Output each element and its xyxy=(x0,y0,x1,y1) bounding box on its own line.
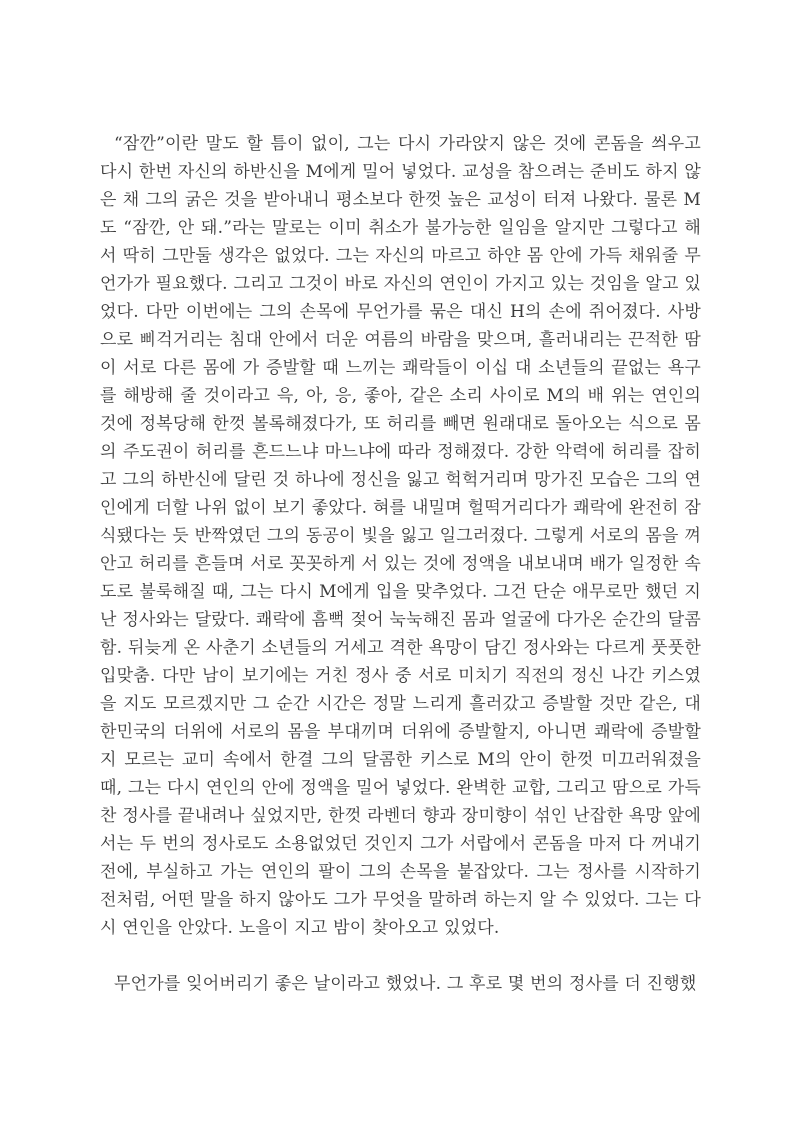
paragraph-2: 무언가를 잊어버리기 좋은 날이라고 했었나. 그 후로 몇 번의 정사를 더 진행했 xyxy=(114,974,697,994)
paragraph-1: “잠깐”이란 말도 할 틈이 없이, 그는 다시 가라앉지 않은 것에 콘돔을 씌우고 다시 한번 자신의 하반신을 M에게 밀어 넣었다. 교성을 참으려는 준비도 하지 않은 채 그의 굵은 것을 받아내니 평소보다 한껏 높은 교성이 터져 나왔다. 물론 M도 “잠깐, 안 돼.”라는 말로는 이미 취소가 불가능한 일임을 알지만 그렇다고 해서 딱히 그만둘 생각은 없었다. 그는 자신의 마르고 하얀 몸 안에 가득 채워줄 무언가가 필요했다. 그리고 그것이 바로 자신의 연인이 가지고 있는 것임을 알고 있었다. 다만 이번에는 그의 손목에 무언가를 묶은 대신 H의 손에 쥐어졌다. 사방으로 삐걱거리는 침대 안에서 더운 여름의 바람을 맞으며, 흘러내리는 끈적한 땀이 서로 다른 몸에 가 증발할 때 느끼는 쾌락들이 이십 대 소년들의 끝없는 욕구를 해방해 줄 것이라고 윽, 아, 응, 좋아, 같은 소리 사이로 M의 배 위는 연인의 것에 정복당해 한껏 볼록해졌다가, 또 허리를 빼면 원래대로 돌아오는 식으로 몸의 주도권이 허리를 흔드느냐 마느냐에 따라 정해졌다. 강한 악력에 허리를 잡히고 그의 하반신에 달린 것 하나에 정신을 잃고 헉헉거리며 망가진 모습은 그의 연인에게 더할 나위 없이 보기 좋았다. 혀를 내밀며 헐떡거리다가 쾌락에 완전히 잠식됐다는 듯 반짝였던 그의 동공이 빛을 잃고 일그러졌다. 그렇게 서로의 몸을 껴안고 허리를 흔들며 서로 꼿꼿하게 서 있는 것에 정액을 내보내며 배가 일정한 속도로 불룩해질 때, 그는 다시 M에게 입을 맞추었다. 그건 단순 애무로만 했던 지난 정사와는 달랐다. 쾌락에 흠뻑 젖어 눅눅해진 몸과 얼굴에 다가온 순간의 달콤함. 뒤늦게 온 사춘기 소년들의 거세고 격한 욕망이 담긴 정사와는 다르게 풋풋한 입맞춤. 다만 남이 보기에는 거친 정사 중 서로 미치기 직전의 정신 나간 키스였을 지도 모르겠지만 그 순간 시간은 정말 느리게 흘러갔고 증발할 것만 같은, 대한민국의 더위에 서로의 몸을 부대끼며 더위에 증발할지, 아니면 쾌락에 증발할지 모르는 교미 속에서 한결 그의 달콤한 키스로 M의 안이 한껏 미끄러워졌을 때, 그는 다시 연인의 안에 정액을 밀어 넣었다. 완벽한 교합, 그리고 땀으로 가득 찬 정사를 끝내려나 싶었지만, 한껏 라벤더 향과 장미향이 섞인 난잡한 욕망 앞에서는 두 번의 정사로도 소용없었던 것인지 그가 서랍에서 콘돔을 마저 다 꺼내기 전에, 부실하고 가는 연인의 팔이 그의 손목을 붙잡았다. 그는 정사를 시작하기 전처럼, 어떤 말을 하지 않아도 그가 무엇을 말하려 하는지 알 수 있었다. 그는 다시 연인을 안았다. 노을이 지고 밤이 찾아오고 있었다. xyxy=(100,134,701,938)
document-text-block xyxy=(100,130,701,998)
